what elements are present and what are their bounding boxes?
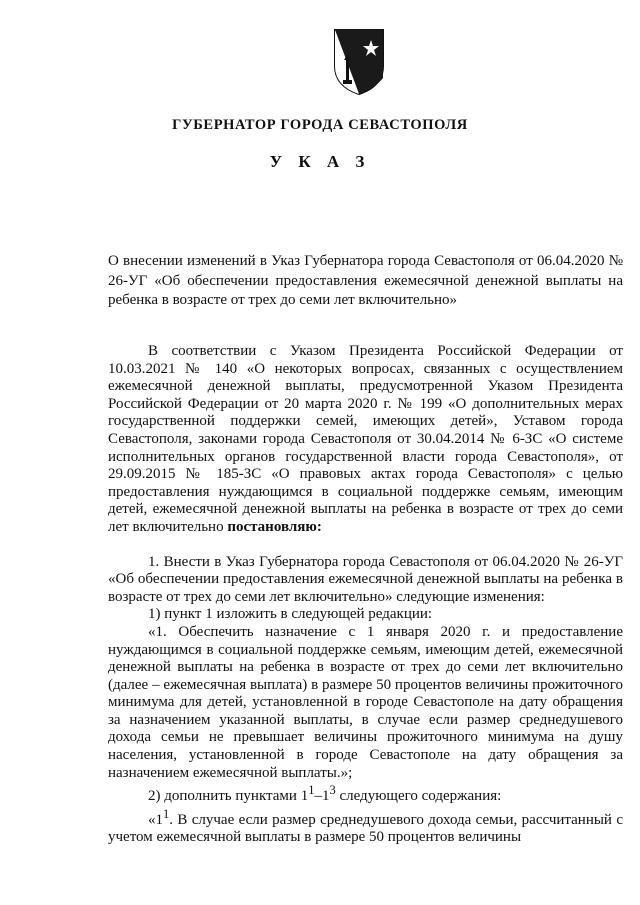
preamble-paragraph	[108, 343, 623, 537]
document-subject: О внесении изменений в Указ Губернатора города Севастополя от 06.04.2020 № 26-УГ «Об обеспечении предоставления ежемесячной денежной выплаты на ребенка в возрасте от трех до семи лет включительно»	[108, 253, 623, 308]
clause-quote-b: . В случае если размер среднедушевого дохода семьи, рассчитанный с учетом ежемесячной выплаты в размере 50 процентов величины	[108, 811, 623, 846]
preamble-verb: постановляю:	[227, 518, 322, 535]
clause-1-2-sup-1: 1	[308, 783, 315, 798]
clause-1-2-sup-2: 3	[329, 783, 336, 798]
clause-1: 1. Внести в Указ Губернатора города Севастополя от 06.04.2020 № 26-УГ «Об обеспечении предоставления ежемесячной денежной выплаты на ребенка в возрасте от трех до семи лет включительно» следующие изменения:	[108, 553, 623, 605]
issuer-title: ГУБЕРНАТОР ГОРОДА СЕВАСТОПОЛЯ	[172, 117, 468, 133]
clause-1-1: 1) пункт 1 изложить в следующей редакции:	[148, 606, 433, 623]
clause-1-1-text: «1. Обеспечить назначение с 1 января 2020 г. и предоставление нуждающимся в социальной поддержке семьям, имеющим детей, ежемесячной денежной выплаты на ребенка в возрасте от трех до семи лет включительно (далее – ежемесячная выплата) в размере 50 процентов величины прожиточного минимума для детей, установленной в городе Севастополе на дату обращения за назначением указанной выплаты, в случае если размер среднедушевого дохода семьи не превышает величины прожиточного минимума на душу населения, установленной в городе Севастополе на дату обращения за назначением ежемесячной выплаты.»;	[108, 623, 623, 781]
document-body	[108, 343, 623, 847]
clause-1-2-quote	[108, 806, 623, 847]
clause-quote-sup: 1	[163, 806, 170, 821]
document-type: У К А З	[269, 152, 371, 171]
clause-1-2	[108, 782, 623, 806]
clause-1-2-text-a: 2) дополнить пунктами 1	[148, 788, 309, 805]
coat-of-arms-icon	[331, 26, 387, 96]
clause-quote-a: «1	[148, 811, 163, 828]
preamble-text: В соответствии с Указом Президента Российской Федерации от 10.03.2021 № 140 «О некоторых вопросах, связанных с осуществлением ежемесячной денежной выплаты, предусмотренной Указом Президента Российской Федерации от 20 марта 2020 г. № 199 «О дополнительных мерах государственной поддержки семей, имеющих детей», Уставом города Севастополя, законами города Севастополя от 30.04.2014 № 6-ЗС «О системе исполнительных органов государственной власти города Севастополя», от 29.09.2015 № 185-ЗС «О правовых актах города Севастополя» с целью предоставления нуждающимся в социальной поддержке семьям, имеющим детей, ежемесячной денежной выплаты на ребенка в возрасте от трех до семи лет включительно	[108, 343, 623, 535]
clause-1-2-text-b: следующего содержания:	[335, 788, 502, 805]
clause-1-2-dash: –1	[314, 788, 330, 805]
